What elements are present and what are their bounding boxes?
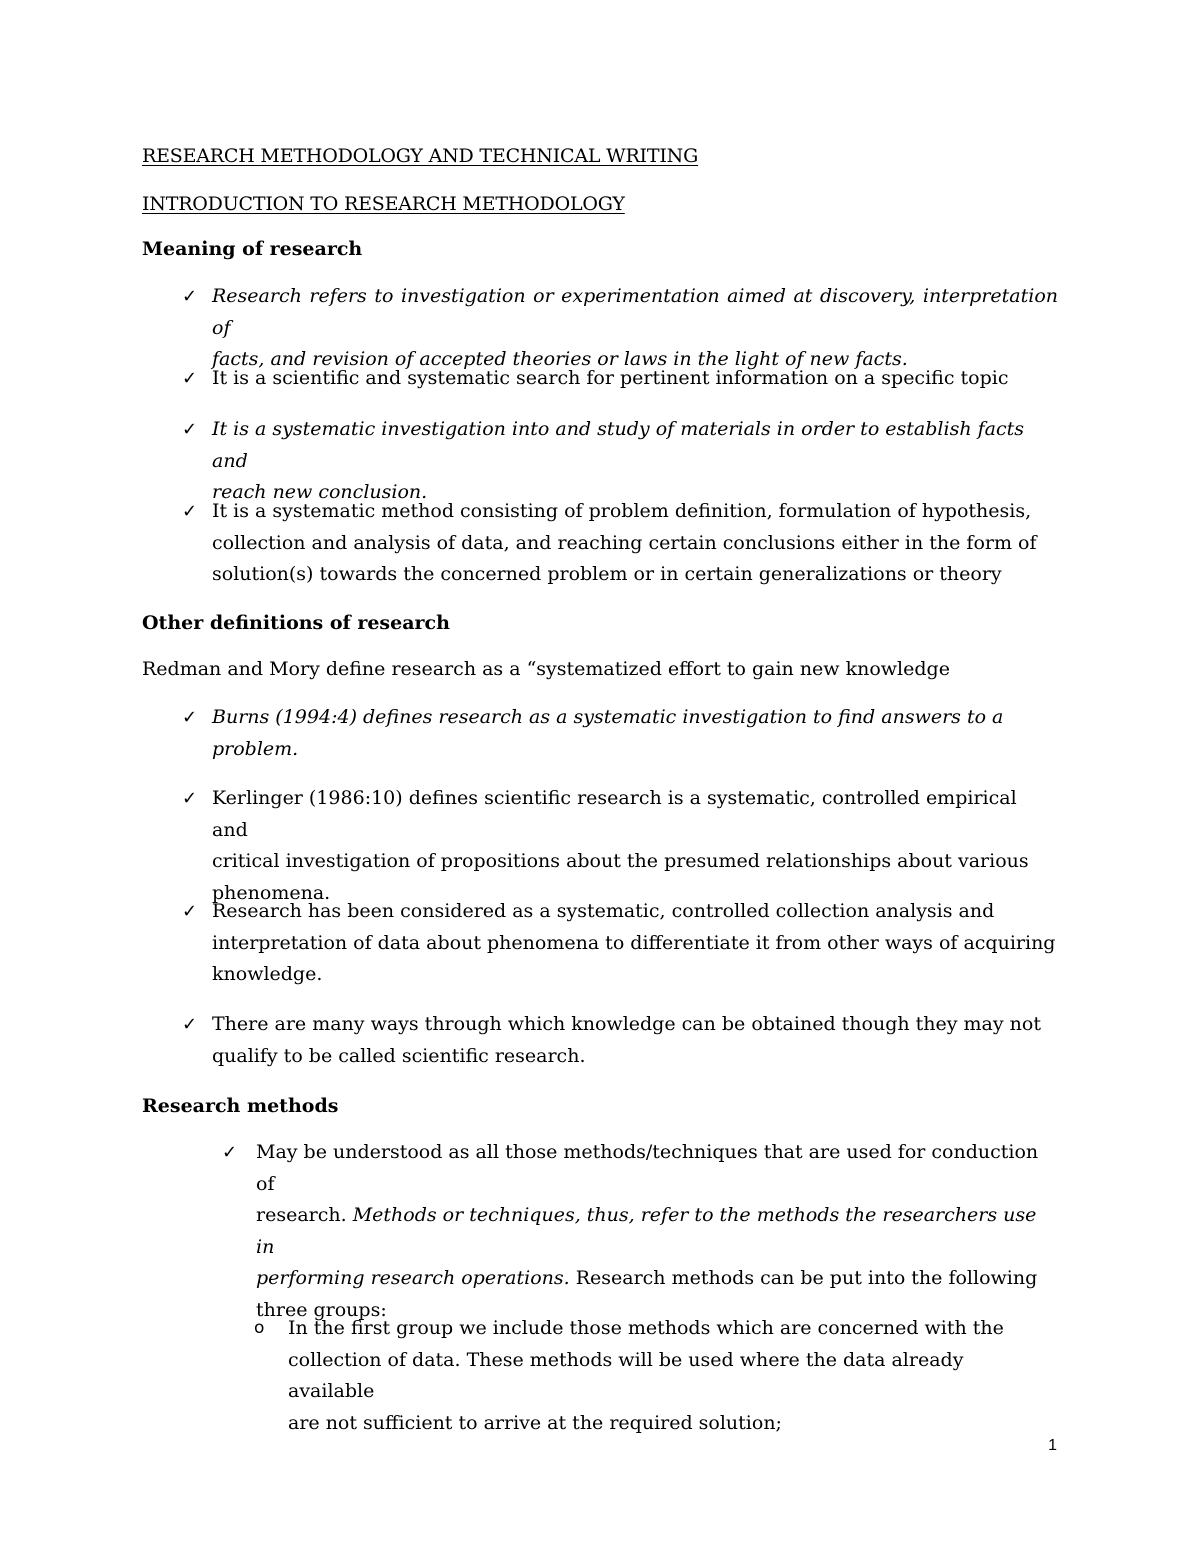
circle-bullet-icon: o — [254, 1318, 265, 1338]
list-item: ✓ May be understood as all those methods/techniques that are used for conduction of research. Methods or techniques, thus, refer to the methods the researchers use in performing research operations. Research methods can be put into the following three groups: — [222, 1137, 1060, 1326]
checkmark-icon: ✓ — [182, 707, 198, 728]
list-item: ✓ It is a systematic investigation into and study of materials in order to establish facts and reach new conclusion. — [182, 414, 1058, 509]
list-item: ✓ Burns (1994:4) defines research as a systematic investigation to find answers to a problem. — [182, 702, 1058, 765]
section-heading-other: Other definitions of research — [142, 612, 450, 634]
list-item: ✓ There are many ways through which knowledge can be obtained though they may not qualify to be called scientific research. — [182, 1009, 1058, 1072]
checkmark-icon: ✓ — [182, 1014, 198, 1035]
checkmark-icon: ✓ — [182, 501, 198, 522]
sub-list-item: o In the first group we include those methods which are concerned with the collection of data. These methods will be used where the data already available are not sufficient to arrive at the required solution; — [254, 1313, 1044, 1439]
page-number: 1 — [1048, 1437, 1057, 1454]
section-heading-methods: Research methods — [142, 1095, 339, 1117]
list-item: ✓ It is a systematic method consisting of problem definition, formulation of hypothesis, collection and analysis of data, and reaching certain conclusions either in the form of solution(s) towards the concerned problem or in certain generalizations or theory — [182, 496, 1058, 591]
checkmark-icon: ✓ — [182, 788, 198, 809]
document-title: RESEARCH METHODOLOGY AND TECHNICAL WRITING — [142, 145, 699, 167]
list-item: ✓ Kerlinger (1986:10) defines scientific research is a systematic, controlled empirical and critical investigation of propositions about the presumed relationships about various phenomena. — [182, 783, 1058, 909]
checkmark-icon: ✓ — [182, 368, 198, 389]
checkmark-icon: ✓ — [182, 901, 198, 922]
section-heading-meaning: Meaning of research — [142, 238, 363, 260]
checkmark-icon: ✓ — [182, 286, 198, 307]
checkmark-icon: ✓ — [182, 419, 198, 440]
checkmark-icon: ✓ — [222, 1142, 238, 1163]
list-item: ✓ It is a scientific and systematic search for pertinent information on a specific topic — [182, 363, 1058, 395]
other-definitions-intro: Redman and Mory define research as a “systematized effort to gain new knowledge — [142, 658, 950, 680]
document-subtitle: INTRODUCTION TO RESEARCH METHODOLOGY — [142, 193, 625, 215]
list-item: ✓ Research has been considered as a systematic, controlled collection analysis and interpretation of data about phenomena to differentiate it from other ways of acquiring knowledge. — [182, 896, 1058, 991]
list-item: ✓ Research refers to investigation or experimentation aimed at discovery, interpretation of facts, and revision of accepted theories or laws in the light of new facts. — [182, 281, 1058, 376]
